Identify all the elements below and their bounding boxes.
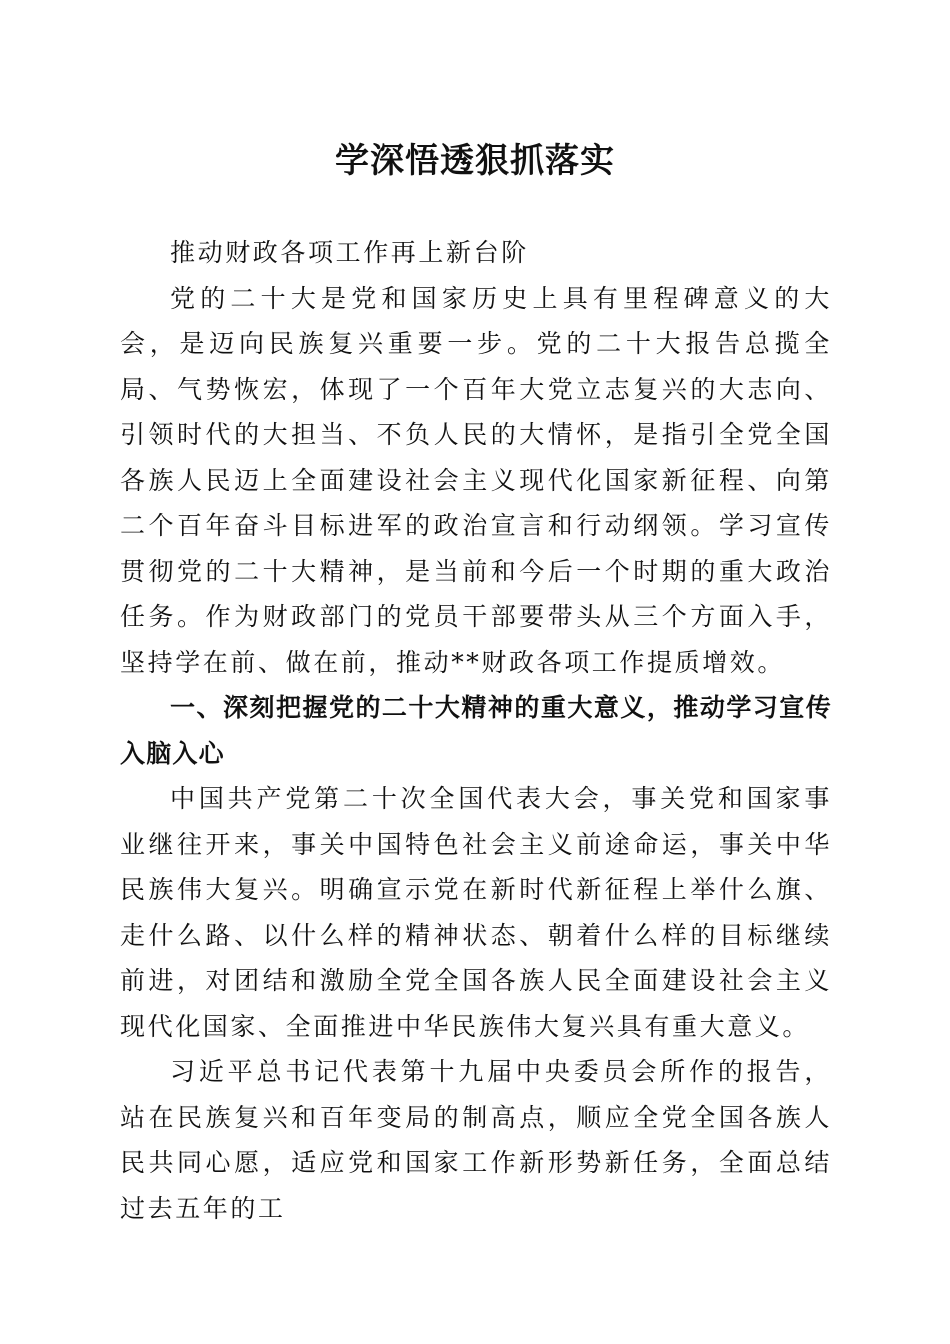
paragraph-intro: 党的二十大是党和国家历史上具有里程碑意义的大会，是迈向民族复兴重要一步。党的二十大报告总揽全局、气势恢宏，体现了一个百年大党立志复兴的大志向、引领时代的大担当、不负人民的大情怀，是指引全党全国各族人民迈上全面建设社会主义现代化国家新征程、向第二个百年奋斗目标进军的政治宣言和行动纲领。学习宣传贯彻党的二十大精神，是当前和今后一个时期的重大政治任务。作为财政部门的党员干部要带头从三个方面入手，坚持学在前、做在前，推动**财政各项工作提质增效。 [120, 283, 832, 677]
paragraph-section1-b: 习近平总书记代表第十九届中央委员会所作的报告，站在民族复兴和百年变局的制高点，顺应全党全国各族人民共同心愿，适应党和国家工作新形势新任务，全面总结过去五年的工 [120, 1057, 832, 1223]
document-subtitle: 推动财政各项工作再上新台阶 [170, 238, 529, 267]
document-title: 学深悟透狠抓落实 [335, 141, 615, 181]
section-heading-1: 一、深刻把握党的二十大精神的重大意义，推动学习宣传入脑入心 [120, 693, 832, 768]
paragraph-section1-a: 中国共产党第二十次全国代表大会，事关党和国家事业继往开来，事关中国特色社会主义前途命运，事关中华民族伟大复兴。明确宣示党在新时代新征程上举什么旗、走什么路、以什么样的精神状态、朝着什么样的目标继续前进，对团结和激励全党全国各族人民全面建设社会主义现代化国家、全面推进中华民族伟大复兴具有重大意义。 [120, 784, 832, 1041]
document-body [120, 230, 832, 1231]
